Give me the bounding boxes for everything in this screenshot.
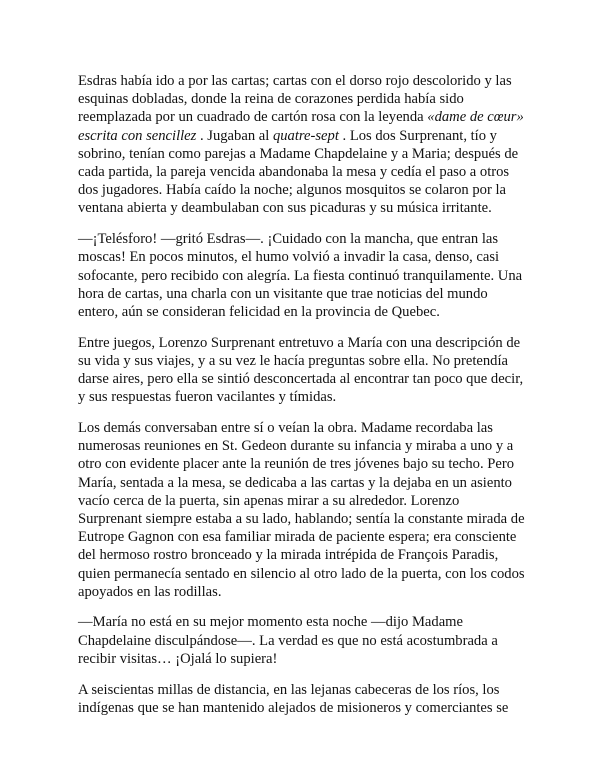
paragraph-5	[78, 613, 526, 668]
paragraph-6	[78, 681, 526, 717]
text-run: —María no está en su mejor momento esta noche —dijo Madame Chapdelaine disculpándose—. La verdad es que no está acostumbrada a recibir visitas… ¡Ojalá lo supiera!	[78, 614, 498, 667]
text-run: Entre juegos, Lorenzo Surprenant entretuvo a María con una descripción de su vida y sus viajes, y a su vez le hacía preguntas sobre ella. No pretendía darse aires, pero ella se sintió desconcertada al encontrar tan poco que decir, y sus respuestas fueron vacilantes y tímidas.	[78, 334, 524, 406]
italic-run: quatre-sept	[272, 127, 339, 144]
paragraph-4	[78, 419, 526, 601]
paragraph-3	[78, 334, 526, 407]
text-run: —¡Telésforo! —gritó Esdras—. ¡Cuidado con la mancha, que entran las moscas! En pocos minutos, el humo volvió a invadir la casa, denso, casi sofocante, pero recibido con alegría. La fiesta continuó tranquilamente. Una hora de cartas, una charla con un visitante que trae noticias del mundo entero, aún se consideran felicidad en la provincia de Quebec.	[78, 231, 523, 320]
text-run: A seiscientas millas de distancia, en las lejanas cabeceras de los ríos, los indígenas que se han mantenido alejados de misioneros y comerciantes se	[78, 681, 509, 716]
paragraph-2	[78, 230, 526, 321]
text-run: Los demás conversaban entre sí o veían la obra. Madame recordaba las numerosas reuniones en St. Gedeon durante su infancia y miraba a uno y a otro con evidente placer ante la reunión de tres jóvenes bajo su techo. Pero María, sentada a la mesa, se dedicaba a las cartas y la dejaba en un asiento vacío cerca de la puerta, sin apenas mirar a su alrededor. Lorenzo Surprenant siempre estaba a su lado, hablando; sentía la constante mirada de Eutrope Gagnon con esa familiar mirada de paciente espera; era consciente del hermoso rostro bronceado y la mirada intrépida de François Paradis, quien permanecía sentado en silencio al otro lado de la puerta, con los codos apoyados en las rodillas.	[78, 419, 525, 600]
paragraph-1	[78, 72, 526, 218]
text-run: Esdras había ido a por las cartas; cartas con el dorso rojo descolorido y las esquinas dobladas, donde la reina de corazones perdida había sido reemplazada por un cuadrado de cartón rosa con la leyenda	[78, 73, 512, 126]
italic-run: «dame de cœur» escrita con sencillez	[78, 109, 524, 144]
document-page	[78, 72, 526, 730]
text-run: . Los dos Surprenant, tío y sobrino, tenían como parejas a Madame Chapdelaine y a Maria; después de cada partida, la pareja vencida abandonaba la mesa y cedía el paso a otros dos jugadores. Había caído la noche; algunos mosquitos se colaron por la ventana abierta y deambulaban con sus picaduras y su música irritante.	[78, 127, 519, 217]
text-run: . Jugaban al	[196, 127, 273, 144]
